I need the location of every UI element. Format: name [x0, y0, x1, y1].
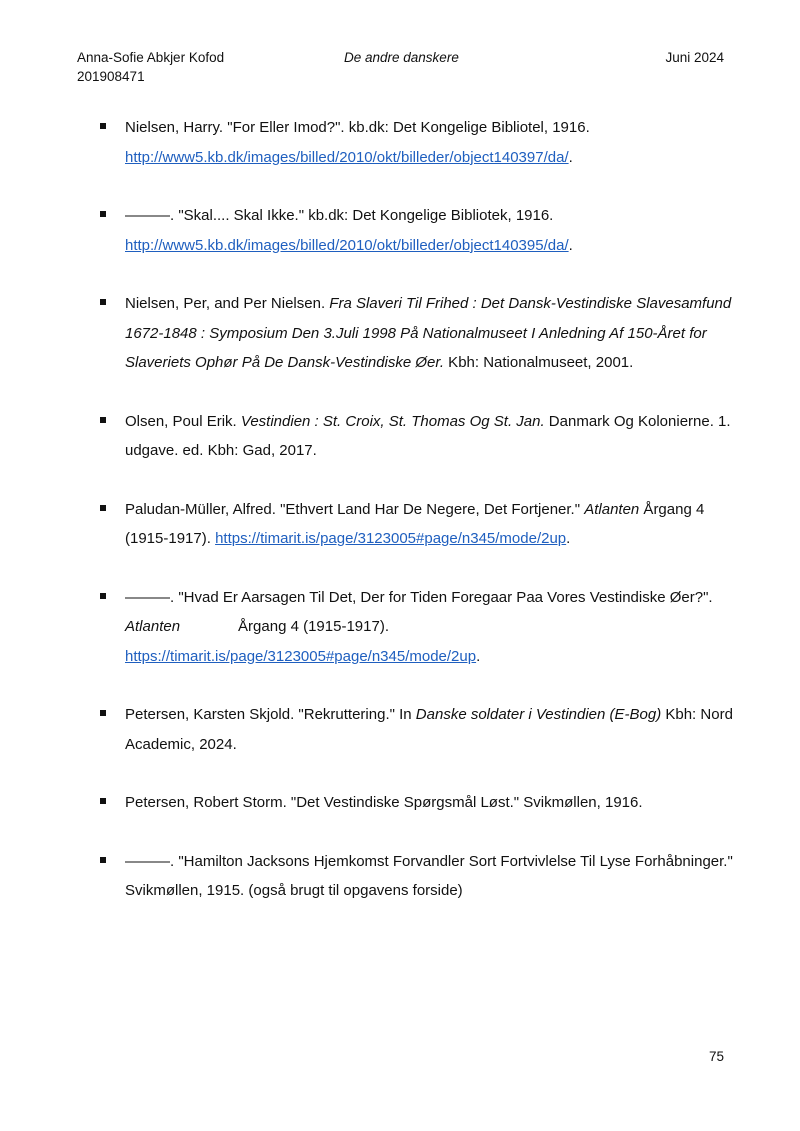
square-bullet-icon	[100, 123, 106, 129]
bibliography-entry	[99, 407, 739, 466]
square-bullet-icon	[100, 211, 106, 217]
entry-link[interactable]: http://www5.kb.dk/images/billed/2010/okt/billeder/object140395/da/	[125, 236, 569, 254]
entry-title-italic: Vestindien : St. Croix, St. Thomas Og St. Jan.	[240, 412, 545, 430]
header-date: Juni 2024	[665, 50, 724, 65]
entry-title-italic: Danske soldater i Vestindien (E-Bog)	[415, 706, 662, 723]
bibliography-entry	[99, 289, 739, 378]
page-number: 75	[708, 1049, 724, 1064]
entry-text: ———. "Skal.... Skal Ikke." kb.dk: Det Kongelige Bibliotek, 1916.	[125, 207, 554, 224]
entry-text: ———. "Hamilton Jacksons Hjemkomst Forvandler Sort Fortvivlelse Til Lyse Forhåbninger." Svikmøllen, 1915. (også brugt til opgavens forside)	[125, 852, 733, 899]
entry-title-italic: Atlanten	[584, 500, 640, 518]
entry-text: Nielsen, Harry. "For Eller Imod?". kb.dk: Det Kongelige Bibliotel, 1916.	[125, 119, 590, 136]
bibliography-entry	[99, 788, 739, 818]
entry-text-tail: Danmark Og Kolonierne. 1. udgave. ed. Kbh: Gad, 2017.	[125, 412, 731, 459]
square-bullet-icon	[100, 798, 106, 804]
square-bullet-icon	[100, 299, 106, 305]
bibliography-entry	[99, 700, 739, 759]
entry-text: Olsen, Poul Erik.	[125, 412, 241, 430]
square-bullet-icon	[100, 593, 106, 599]
header-title: De andre danskere	[344, 50, 459, 65]
square-bullet-icon	[100, 857, 106, 863]
entry-text: Petersen, Robert Storm. "Det Vestindiske Spørgsmål Løst." Svikmøllen, 1916.	[125, 794, 643, 811]
entry-text: ———. "Hvad Er Aarsagen Til Det, Der for Tiden Foregaar Paa Vores Vestindiske Øer?".	[125, 588, 713, 606]
square-bullet-icon	[100, 417, 106, 423]
bibliography-entry: Paludan-Müller, Alfred. "Ethvert Land Har De Negere, Det Fortjener." Atlanten Årgang 4 (1915-1917). https://timarit.is/page/3123005#page/n345/mode/2up.	[99, 495, 739, 554]
header-student-id: 201908471	[77, 69, 145, 84]
entry-title-italic: Atlanten	[125, 618, 181, 635]
entry-link[interactable]: https://timarit.is/page/3123005#page/n345/mode/2up	[125, 647, 477, 665]
entry-text: Petersen, Karsten Skjold. "Rekruttering." In	[125, 706, 416, 723]
header-author: Anna-Sofie Abkjer Kofod	[77, 50, 225, 65]
entry-text-tail: Kbh: Nord Academic, 2024.	[125, 706, 733, 753]
entry-text: Paludan-Müller, Alfred. "Ethvert Land Har De Negere, Det Fortjener."	[125, 500, 585, 518]
square-bullet-icon	[100, 710, 106, 716]
bibliography-list	[99, 113, 739, 935]
square-bullet-icon	[100, 505, 106, 511]
entry-text: Nielsen, Per, and Per Nielsen.	[125, 295, 330, 312]
entry-text-tail: Kbh: Nationalmuseet, 2001.	[444, 354, 634, 371]
entry-text-tail: Årgang 4 (1915-1917).	[125, 500, 705, 547]
entry-link[interactable]: https://timarit.is/page/3123005#page/n345/mode/2up	[215, 530, 567, 547]
header-author-block	[77, 48, 224, 86]
bibliography-entry	[99, 847, 739, 906]
bibliography-entry: Nielsen, Harry. "For Eller Imod?". kb.dk: Det Kongelige Bibliotel, 1916. http://www5.kb.dk/images/billed/2010/okt/billeder/object140397/da/.	[99, 113, 739, 172]
entry-text-tail: Årgang 4 (1915-1917).	[238, 618, 389, 635]
bibliography-entry: ———. "Skal.... Skal Ikke." kb.dk: Det Kongelige Bibliotek, 1916. http://www5.kb.dk/images/billed/2010/okt/billeder/object140395/da/.	[99, 201, 739, 260]
bibliography-entry: ———. "Hvad Er Aarsagen Til Det, Der for Tiden Foregaar Paa Vores Vestindiske Øer?". Atlanten Årgang 4 (1915-1917). https://timarit.is/page/3123005#page/n345/mode/2up.	[99, 583, 739, 672]
entry-title-italic: Fra Slaveri Til Frihed : Det Dansk-Vestindiske Slavesamfund 1672-1848 : Symposium Den 3.Juli 1998 På Nationalmuseet I Anledning Af 150-Året for Slaveriets Ophør På De Dansk-Vestindiske Øer.	[125, 295, 732, 371]
entry-link[interactable]: http://www5.kb.dk/images/billed/2010/okt/billeder/object140397/da/	[125, 148, 569, 166]
